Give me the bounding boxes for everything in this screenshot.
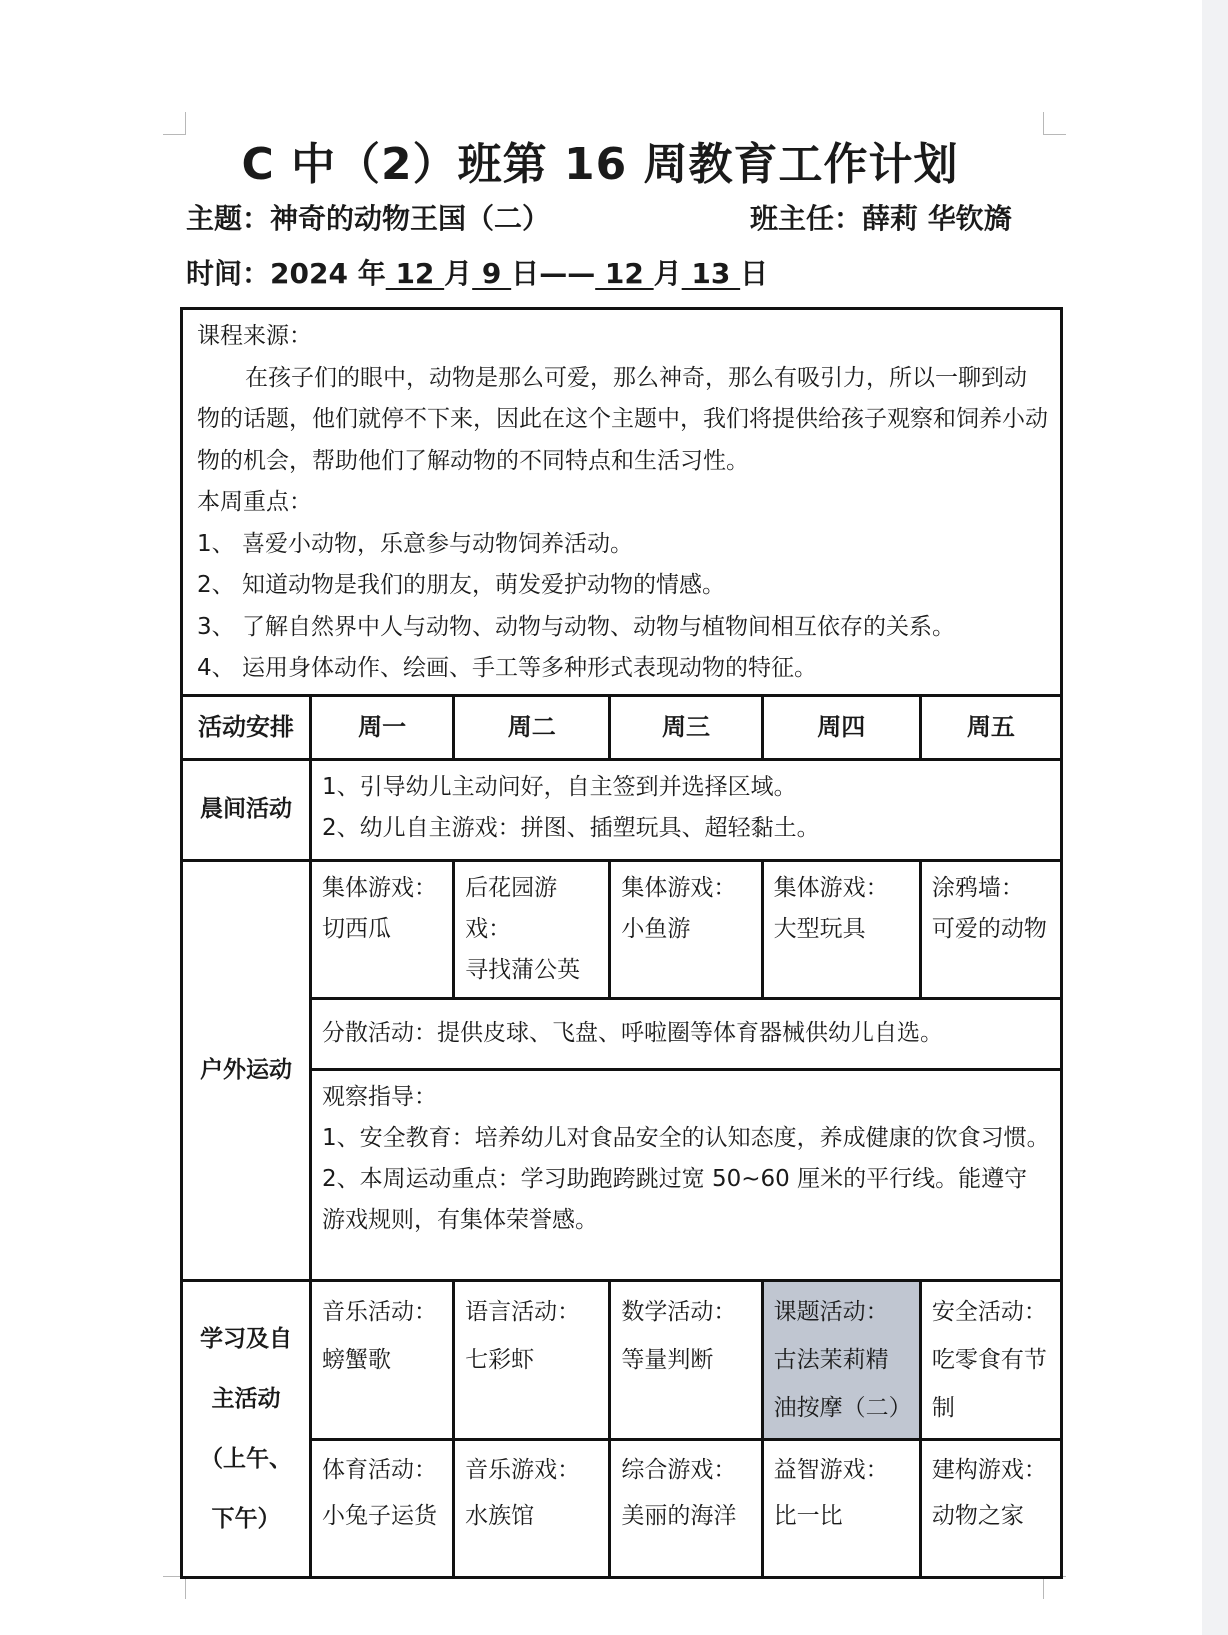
date-start-day: 9	[472, 257, 512, 290]
study-cell	[454, 1439, 610, 1577]
morning-line: 2、幼儿自主游戏：拼图、插塑玩具、超轻黏土。	[322, 814, 820, 841]
intro-row	[182, 309, 1062, 696]
guide-cell	[311, 1069, 1062, 1280]
study-name: 小兔子运货	[322, 1502, 438, 1529]
date-month-char-2: 月	[653, 257, 682, 290]
focus-item: 4、 运用身体动作、绘画、手工等多种形式表现动物的特征。	[197, 655, 817, 681]
document-title: C 中（2）班第 16 周教育工作计划	[241, 139, 959, 190]
study-title: 语言活动：	[465, 1298, 581, 1325]
teacher-names: 薛莉 华钦旖	[862, 202, 1012, 235]
guide-item: 1、安全教育：培养幼儿对食品安全的认知态度，养成健康的饮食习惯。	[322, 1124, 1050, 1151]
guide-label: 观察指导：	[322, 1083, 438, 1110]
study-name: 美丽的海洋	[621, 1502, 737, 1529]
game-name: 切西瓜	[322, 915, 392, 942]
header-thursday: 周四	[762, 695, 920, 759]
outdoor-game-cell	[762, 860, 920, 998]
outdoor-label: 户外运动	[182, 860, 311, 1280]
teacher-line	[750, 197, 1012, 237]
study-name: 水族馆	[465, 1502, 535, 1529]
scatter-activity: 分散活动：提供皮球、飞盘、呼啦圈等体育器械供幼儿自选。	[311, 998, 1062, 1069]
outdoor-game-cell	[311, 860, 454, 998]
date-year: 2024 年	[270, 257, 386, 290]
game-name: 大型玩具	[773, 915, 866, 942]
header-tuesday: 周二	[454, 695, 610, 759]
teacher-label: 班主任：	[750, 202, 863, 235]
date-line	[186, 252, 768, 292]
study-title: 建构游戏：	[931, 1456, 1047, 1483]
study-label-line: 主活动	[211, 1385, 281, 1412]
margin-corner-mark	[1043, 1576, 1066, 1599]
game-title: 集体游戏：	[621, 874, 737, 901]
study-label	[182, 1280, 311, 1577]
study-row-1	[182, 1280, 1062, 1439]
study-label-line: 学习及自	[200, 1325, 292, 1352]
game-name: 寻找蒲公英	[465, 956, 581, 983]
study-name: 螃蟹歌	[322, 1346, 392, 1373]
study-title: 体育活动：	[322, 1456, 438, 1483]
outdoor-game-cell	[454, 860, 610, 998]
outdoor-games-row	[182, 860, 1062, 998]
header-activity: 活动安排	[182, 695, 311, 759]
study-name: 比一比	[773, 1502, 843, 1529]
study-title: 音乐游戏：	[465, 1456, 581, 1483]
schedule-header-row	[182, 695, 1062, 759]
date-end-day: 13	[681, 257, 741, 290]
study-cell	[311, 1439, 454, 1577]
focus-item: 2、 知道动物是我们的朋友，萌发爱护动物的情感。	[197, 572, 725, 598]
study-title: 安全活动：	[931, 1298, 1047, 1325]
study-cell	[454, 1280, 610, 1439]
date-label: 时间：	[186, 257, 271, 290]
study-name: 古法茉莉精油按摩（二）	[773, 1346, 912, 1421]
study-label-line: （上午、	[200, 1445, 292, 1472]
header-wednesday: 周三	[610, 695, 762, 759]
study-title: 益智游戏：	[773, 1456, 889, 1483]
morning-label: 晨间活动	[182, 759, 311, 860]
study-title: 课题活动：	[773, 1298, 889, 1325]
theme-value: 神奇的动物王国（二）	[270, 202, 551, 235]
outdoor-game-cell	[920, 860, 1061, 998]
morning-line: 1、引导幼儿主动问好，自主签到并选择区域。	[322, 773, 797, 800]
game-title: 集体游戏：	[773, 874, 889, 901]
course-source-label: 课程来源：	[197, 323, 312, 349]
theme-line	[186, 197, 550, 237]
morning-row	[182, 759, 1062, 860]
theme-label: 主题：	[186, 202, 271, 235]
game-name: 可爱的动物	[931, 915, 1047, 942]
study-cell	[920, 1280, 1061, 1439]
header-friday: 周五	[920, 695, 1061, 759]
game-title: 涂鸦墙：	[931, 874, 1024, 901]
study-title: 综合游戏：	[621, 1456, 737, 1483]
study-name: 七彩虾	[465, 1346, 535, 1373]
outdoor-scatter-row	[182, 998, 1062, 1069]
course-source-text: 在孩子们的眼中，动物是那么可爱，那么神奇，那么有吸引力，所以一聊到动物的话题，他们就停不下来，因此在这个主题中，我们将提供给孩子观察和饲养小动物的机会，帮助他们了解动物的不同特点和生活习性。	[197, 364, 1048, 474]
study-cell	[920, 1439, 1061, 1577]
focus-item: 1、 喜爱小动物，乐意参与动物饲养活动。	[197, 530, 633, 557]
study-label-line: 下午）	[211, 1505, 281, 1532]
date-end-month: 12	[595, 257, 654, 290]
outdoor-guide-row	[182, 1069, 1062, 1280]
game-title: 后花园游戏：	[465, 874, 558, 942]
date-dash: ——	[539, 257, 596, 290]
study-name: 吃零食有节制	[931, 1346, 1047, 1421]
focus-item: 3、 了解自然界中人与动物、动物与动物、动物与植物间相互依存的关系。	[197, 613, 955, 640]
date-month-char: 月	[444, 257, 473, 290]
study-title: 数学活动：	[621, 1298, 737, 1325]
plan-table	[180, 307, 1063, 1579]
study-cell	[610, 1280, 762, 1439]
focus-label: 本周重点：	[197, 489, 312, 515]
study-name: 等量判断	[621, 1346, 714, 1373]
date-start-month: 12	[385, 257, 445, 290]
study-title: 音乐活动：	[322, 1298, 438, 1325]
intro-cell	[182, 309, 1062, 696]
date-day-char-2: 日	[740, 257, 769, 290]
game-name: 小鱼游	[621, 915, 691, 942]
study-row-2	[182, 1439, 1062, 1577]
date-day-char: 日	[511, 257, 540, 290]
morning-content	[311, 759, 1062, 860]
study-cell	[610, 1439, 762, 1577]
study-cell-highlighted	[762, 1280, 920, 1439]
study-cell	[762, 1439, 920, 1577]
margin-corner-mark	[163, 1576, 186, 1599]
header-monday: 周一	[311, 695, 454, 759]
outdoor-game-cell	[610, 860, 762, 998]
study-cell	[311, 1280, 454, 1439]
viewer-scroll-strip	[1202, 0, 1228, 1635]
game-title: 集体游戏：	[322, 874, 438, 901]
guide-item: 2、本周运动重点：学习助跑跨跳过宽 50~60 厘米的平行线。能遵守游戏规则，有集体荣誉感。	[322, 1165, 1028, 1233]
study-name: 动物之家	[931, 1502, 1024, 1529]
